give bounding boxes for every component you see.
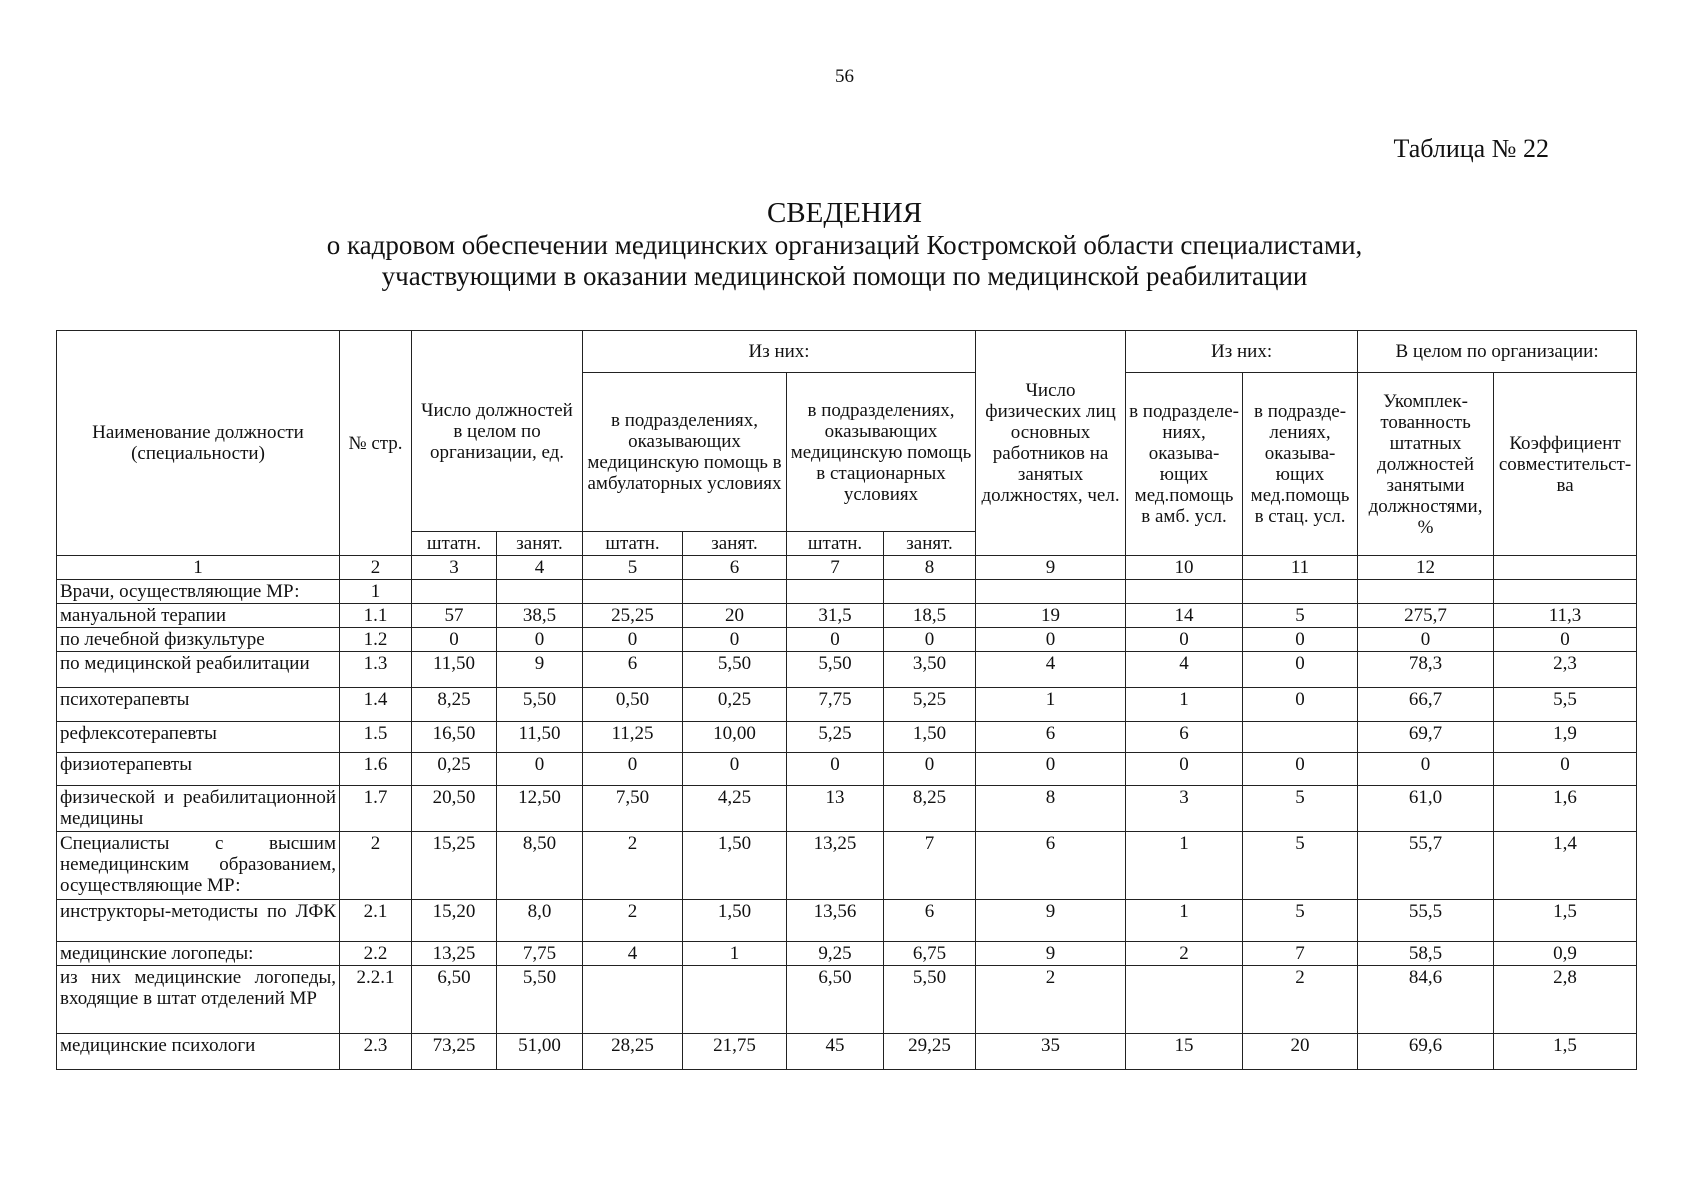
cell: 11,50 [412,652,497,688]
cell: 275,7 [1358,604,1494,628]
cell: 0,25 [683,688,787,722]
cell: 4 [976,652,1126,688]
column-number: 10 [1126,556,1243,580]
column-number: 2 [340,556,412,580]
cell: 55,7 [1358,832,1494,900]
cell: 0,9 [1494,942,1637,966]
cell: 12,50 [497,786,583,832]
cell: 13,25 [787,832,884,900]
header-staffing-percent: Укомплек-тованность штатных должностей занятыми должностями, % [1358,373,1494,556]
header-of-them-persons: Из них: [1126,331,1358,373]
cell: 0 [1494,628,1637,652]
cell: 13 [787,786,884,832]
row-name: Специалисты с высшим немедицинским образованием, осуществляющие МР: [57,832,340,900]
header-persons-stac: в подразде-лениях, оказыва-ющих мед.помощь в стац. усл. [1243,373,1358,556]
cell: 0 [1494,753,1637,786]
table-row [57,753,1637,786]
header-stac-units: в подразделениях, оказывающих медицинскую помощь в стационарных условиях [787,373,976,532]
cell: 0 [884,753,976,786]
cell: 1,4 [1494,832,1637,900]
cell: 0 [1243,628,1358,652]
cell: 6 [884,900,976,942]
cell: 1,50 [683,832,787,900]
cell: 5 [1243,786,1358,832]
cell: 2 [1243,966,1358,1034]
table-row [57,832,1637,900]
cell: 8 [976,786,1126,832]
table-row [57,1034,1637,1070]
cell: 57 [412,604,497,628]
cell: 69,6 [1358,1034,1494,1070]
cell: 2 [583,832,683,900]
table-row [57,604,1637,628]
cell: 4,25 [683,786,787,832]
cell: 6 [583,652,683,688]
staffing-table [56,330,1637,1070]
column-number: 11 [1243,556,1358,580]
cell [1126,580,1243,604]
subheader-zanyat: занят. [884,532,976,556]
column-number [1494,556,1637,580]
row-name: инструкторы-методисты по ЛФК [57,900,340,942]
cell: 0 [787,628,884,652]
cell: 4 [1126,652,1243,688]
cell: 1,6 [1494,786,1637,832]
cell: 45 [787,1034,884,1070]
cell [1358,580,1494,604]
cell: 0 [1243,753,1358,786]
cell: 0 [583,628,683,652]
table-row [57,580,1637,604]
cell: 1,50 [884,722,976,753]
header-org-total: В целом по организации: [1358,331,1637,373]
cell: 0 [976,628,1126,652]
cell: 21,75 [683,1034,787,1070]
cell: 66,7 [1358,688,1494,722]
document-subtitle-line-1: о кадровом обеспечении медицинских организаций Костромской области специалистами, [326,230,1363,260]
table-row [57,786,1637,832]
cell: 6,50 [787,966,884,1034]
table-row [57,966,1637,1034]
cell: 5,25 [884,688,976,722]
cell: 10,00 [683,722,787,753]
cell: 1 [1126,832,1243,900]
cell: 0 [583,753,683,786]
cell: 7 [1243,942,1358,966]
cell: 15 [1126,1034,1243,1070]
cell: 9 [976,942,1126,966]
header-name: Наименование должности (специальности) [57,331,340,556]
column-number: 1 [57,556,340,580]
cell: 8,25 [412,688,497,722]
cell: 2 [1126,942,1243,966]
cell: 1,5 [1494,900,1637,942]
row-name: психотерапевты [57,688,340,722]
cell: 78,3 [1358,652,1494,688]
cell: 9 [976,900,1126,942]
header-row-number: № стр. [340,331,412,556]
row-name: физической и реабилитационной медицины [57,786,340,832]
cell: 5,50 [787,652,884,688]
column-number: 9 [976,556,1126,580]
cell: 5 [1243,832,1358,900]
cell: 1,5 [1494,1034,1637,1070]
cell: 2.2.1 [340,966,412,1034]
table-row [57,688,1637,722]
cell: 1.7 [340,786,412,832]
title-block [0,196,1689,292]
cell: 5,50 [683,652,787,688]
column-number: 3 [412,556,497,580]
cell: 11,25 [583,722,683,753]
row-name: мануальной терапии [57,604,340,628]
cell [412,580,497,604]
header-coefficient: Коэффициент совместительст-ва [1494,373,1637,556]
cell [1494,580,1637,604]
cell [583,580,683,604]
cell: 1.2 [340,628,412,652]
cell [884,580,976,604]
cell: 0 [1243,652,1358,688]
cell: 2,3 [1494,652,1637,688]
table-row [57,722,1637,753]
row-name: Врачи, осуществляющие МР: [57,580,340,604]
header-amb-units: в подразделениях, оказывающих медицинскую помощь в амбулаторных условиях [583,373,787,532]
cell: 6 [976,722,1126,753]
header-persons-amb: в подразделе-ниях, оказыва-ющих мед.помощь в амб. усл. [1126,373,1243,556]
cell [683,580,787,604]
cell: 18,5 [884,604,976,628]
cell: 1 [340,580,412,604]
cell: 0 [976,753,1126,786]
column-number: 6 [683,556,787,580]
cell: 0 [412,628,497,652]
cell: 20 [1243,1034,1358,1070]
cell: 6,75 [884,942,976,966]
subheader-shtat: штатн. [412,532,497,556]
cell: 1.4 [340,688,412,722]
cell: 13,25 [412,942,497,966]
cell: 7,75 [497,942,583,966]
cell: 7,75 [787,688,884,722]
cell: 38,5 [497,604,583,628]
cell: 55,5 [1358,900,1494,942]
cell: 5 [1243,604,1358,628]
column-number-row [57,556,1637,580]
cell [1126,966,1243,1034]
cell: 28,25 [583,1034,683,1070]
cell: 8,50 [497,832,583,900]
subheader-zanyat: занят. [683,532,787,556]
cell: 73,25 [412,1034,497,1070]
cell [683,966,787,1034]
cell: 0 [497,753,583,786]
cell: 3,50 [884,652,976,688]
cell: 1 [683,942,787,966]
row-name: физиотерапевты [57,753,340,786]
cell: 6 [1126,722,1243,753]
cell: 1,9 [1494,722,1637,753]
column-number: 4 [497,556,583,580]
cell: 31,5 [787,604,884,628]
cell: 61,0 [1358,786,1494,832]
cell: 2,8 [1494,966,1637,1034]
cell: 0 [497,628,583,652]
cell: 20,50 [412,786,497,832]
page-number: 56 [835,66,854,87]
cell: 5,25 [787,722,884,753]
cell: 2 [976,966,1126,1034]
cell: 25,25 [583,604,683,628]
cell: 29,25 [884,1034,976,1070]
cell: 3 [1126,786,1243,832]
row-name: по лечебной физкультуре [57,628,340,652]
cell: 2.1 [340,900,412,942]
cell: 1 [1126,688,1243,722]
cell: 7,50 [583,786,683,832]
cell: 0 [1243,688,1358,722]
cell: 2 [340,832,412,900]
cell: 7 [884,832,976,900]
cell: 0 [683,628,787,652]
cell: 1.3 [340,652,412,688]
subheader-zanyat: занят. [497,532,583,556]
cell: 1.6 [340,753,412,786]
cell: 0 [1358,753,1494,786]
cell: 5,5 [1494,688,1637,722]
column-number: 8 [884,556,976,580]
cell [787,580,884,604]
table-row [57,900,1637,942]
cell: 1.5 [340,722,412,753]
cell: 0 [1358,628,1494,652]
cell [497,580,583,604]
cell: 15,25 [412,832,497,900]
cell: 1,50 [683,900,787,942]
cell: 35 [976,1034,1126,1070]
column-number: 12 [1358,556,1494,580]
cell: 1 [976,688,1126,722]
cell: 5,50 [497,966,583,1034]
cell: 9,25 [787,942,884,966]
document-subtitle-line-2: участвующими в оказании медицинской помощи по медицинской реабилитации [381,261,1308,291]
cell: 11,3 [1494,604,1637,628]
cell: 0 [884,628,976,652]
cell: 2.3 [340,1034,412,1070]
row-name: медицинские психологи [57,1034,340,1070]
row-name: медицинские логопеды: [57,942,340,966]
table-row [57,942,1637,966]
table-row [57,628,1637,652]
cell: 69,7 [1358,722,1494,753]
cell: 0 [1126,628,1243,652]
cell [1243,580,1358,604]
cell: 4 [583,942,683,966]
header-of-them-positions: Из них: [583,331,976,373]
document-title: СВЕДЕНИЯ [766,197,923,229]
cell: 0 [683,753,787,786]
cell [976,580,1126,604]
row-name: из них медицинские логопеды, входящие в штат отделений МР [57,966,340,1034]
table-row [57,652,1637,688]
subheader-shtat: штатн. [787,532,884,556]
header-positions-total: Число должностей в целом по организации, ед. [412,331,583,532]
cell [583,966,683,1034]
cell: 0,50 [583,688,683,722]
cell: 0,25 [412,753,497,786]
column-number: 7 [787,556,884,580]
cell: 5 [1243,900,1358,942]
header-persons: Число физических лиц основных работников на занятых должностях, чел. [976,331,1126,556]
cell: 0 [787,753,884,786]
cell: 2.2 [340,942,412,966]
cell: 84,6 [1358,966,1494,1034]
cell: 1 [1126,900,1243,942]
cell: 1.1 [340,604,412,628]
cell: 19 [976,604,1126,628]
cell: 16,50 [412,722,497,753]
cell: 5,50 [497,688,583,722]
cell: 6 [976,832,1126,900]
cell: 14 [1126,604,1243,628]
cell: 13,56 [787,900,884,942]
cell: 20 [683,604,787,628]
column-number: 5 [583,556,683,580]
cell: 58,5 [1358,942,1494,966]
cell [1243,722,1358,753]
row-name: по медицинской реабилитации [57,652,340,688]
cell: 15,20 [412,900,497,942]
cell: 8,0 [497,900,583,942]
row-name: рефлексотерапевты [57,722,340,753]
table-number: Таблица № 22 [1393,134,1549,163]
cell: 5,50 [884,966,976,1034]
subheader-shtat: штатн. [583,532,683,556]
cell: 8,25 [884,786,976,832]
cell: 51,00 [497,1034,583,1070]
cell: 6,50 [412,966,497,1034]
cell: 0 [1126,753,1243,786]
cell: 2 [583,900,683,942]
cell: 11,50 [497,722,583,753]
cell: 9 [497,652,583,688]
